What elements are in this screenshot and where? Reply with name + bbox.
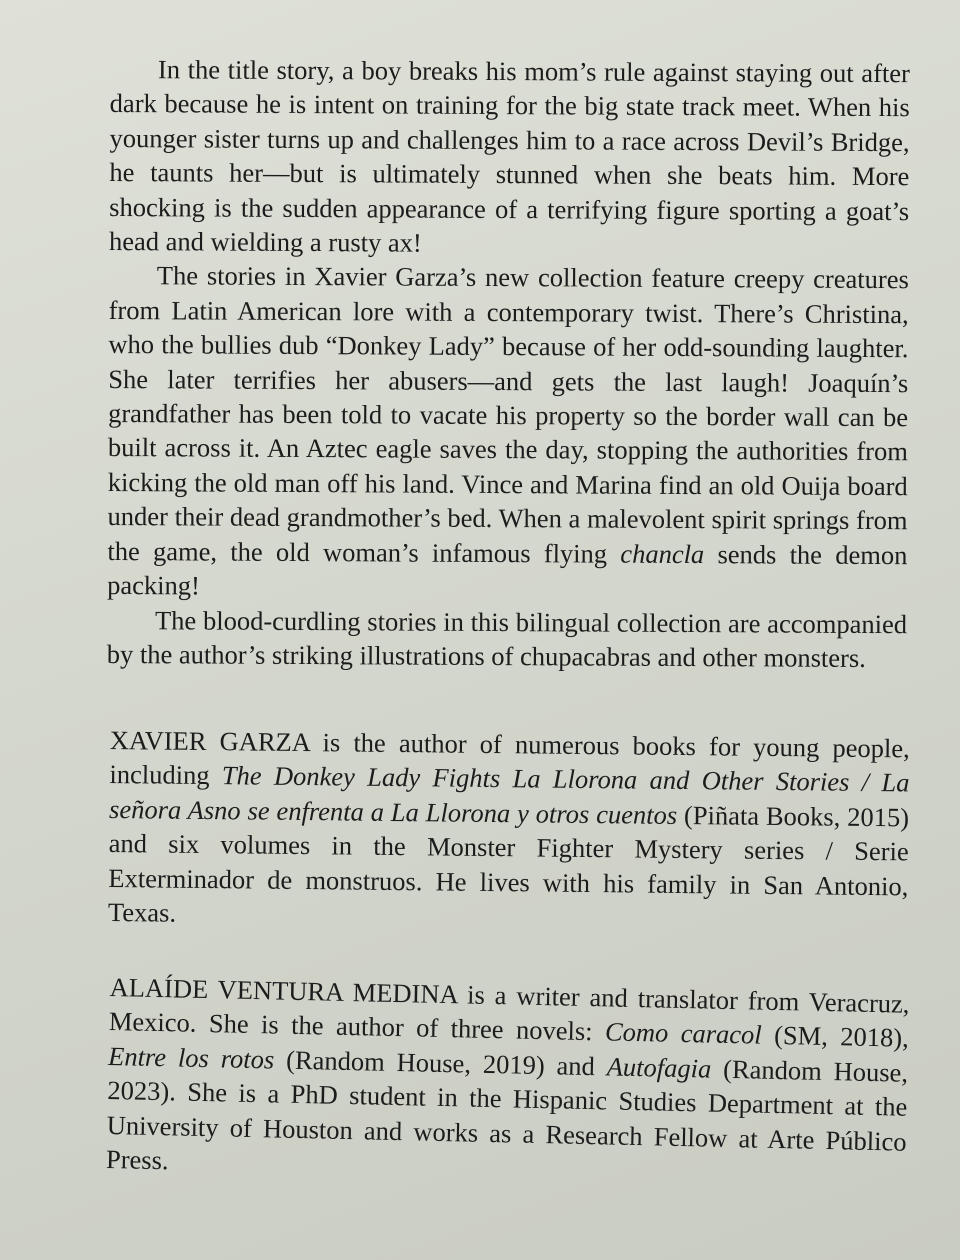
author-bio — [108, 723, 910, 938]
book-page — [105, 52, 910, 1232]
novel-title-1: Como caracol — [604, 1016, 763, 1050]
author-bio-text-1: XAVIER GARZA is the author of numerous books for young people, including — [109, 725, 910, 791]
author-bio-text-2: (Piñata Books, 2015) and six volumes in the Monster Fighter Mystery series / Serie Exterminador de monstruos. He lives with his family in San Antonio, Texas. — [107, 800, 910, 929]
translator-bio-text-4: (Random House, 2023). She is a PhD student in the Hispanic Studies Department at the University of Houston and works as a Research Fellow at Arte Público Press. — [105, 1053, 909, 1176]
author-bio-paragraph — [108, 723, 910, 938]
description-paragraph-2 — [107, 258, 909, 606]
novel-title-3: Autofagia — [606, 1050, 712, 1084]
novel-title-2: Entre los rotos — [107, 1040, 275, 1075]
description-paragraph-1: In the title story, a boy breaks his mom’s rule against staying out after dark because he is intent on training for the big state track meet. When his younger sister turns up and challenges him to a race across Devil’s Bridge, he taunts her—but is ultimately stunned when she beats him. More shocking is the sudden appearance of a terrifying figure sporting a goat’s head and wielding a rusty ax! — [108, 54, 910, 258]
translator-bio-paragraph — [106, 970, 910, 1193]
book-description — [107, 52, 910, 675]
translator-bio-text-2: (SM, 2018), — [761, 1019, 910, 1053]
description-paragraph-2-text-b: sends the demon packing! — [107, 538, 908, 601]
translator-bio — [106, 970, 910, 1193]
translator-bio-text-1: ALAÍDE VENTURA MEDINA is a writer and translator from Veracruz, Mexico. She is the author of three novels: — [108, 971, 910, 1047]
author-book-title: The Donkey Lady Fights La Llorona and Other Stories / La señora Asno se enfrenta a La Llorona y otros cuentos — [108, 760, 910, 831]
description-paragraph-2-text-a: The stories in Xavier Garza’s new collection feature creepy creatures from Latin American lore with a contemporary twist. There’s Christina, who the bullies dub “Donkey Lady” because of her odd-sounding laughter. She later terrifies her abusers—and gets the last laugh! Joaquín’s grandfather has been told to vacate his property so the border wall can be built across it. An Aztec eagle saves the day, stopping the authorities from kicking the old man off his land. Vince and Marina find an old Ouija board under their dead grandmother’s bed. When a malevolent spirit springs from the game, the old woman’s infamous flying — [107, 260, 909, 569]
chancla-italic: chancla — [620, 538, 705, 569]
translator-bio-text-3: (Random House, 2019) and — [273, 1044, 608, 1081]
description-paragraph-3: The blood-curdling stories in this bilingual collection are accompanied by the author’s striking illustrations of chupacabras and other monsters. — [106, 604, 908, 673]
